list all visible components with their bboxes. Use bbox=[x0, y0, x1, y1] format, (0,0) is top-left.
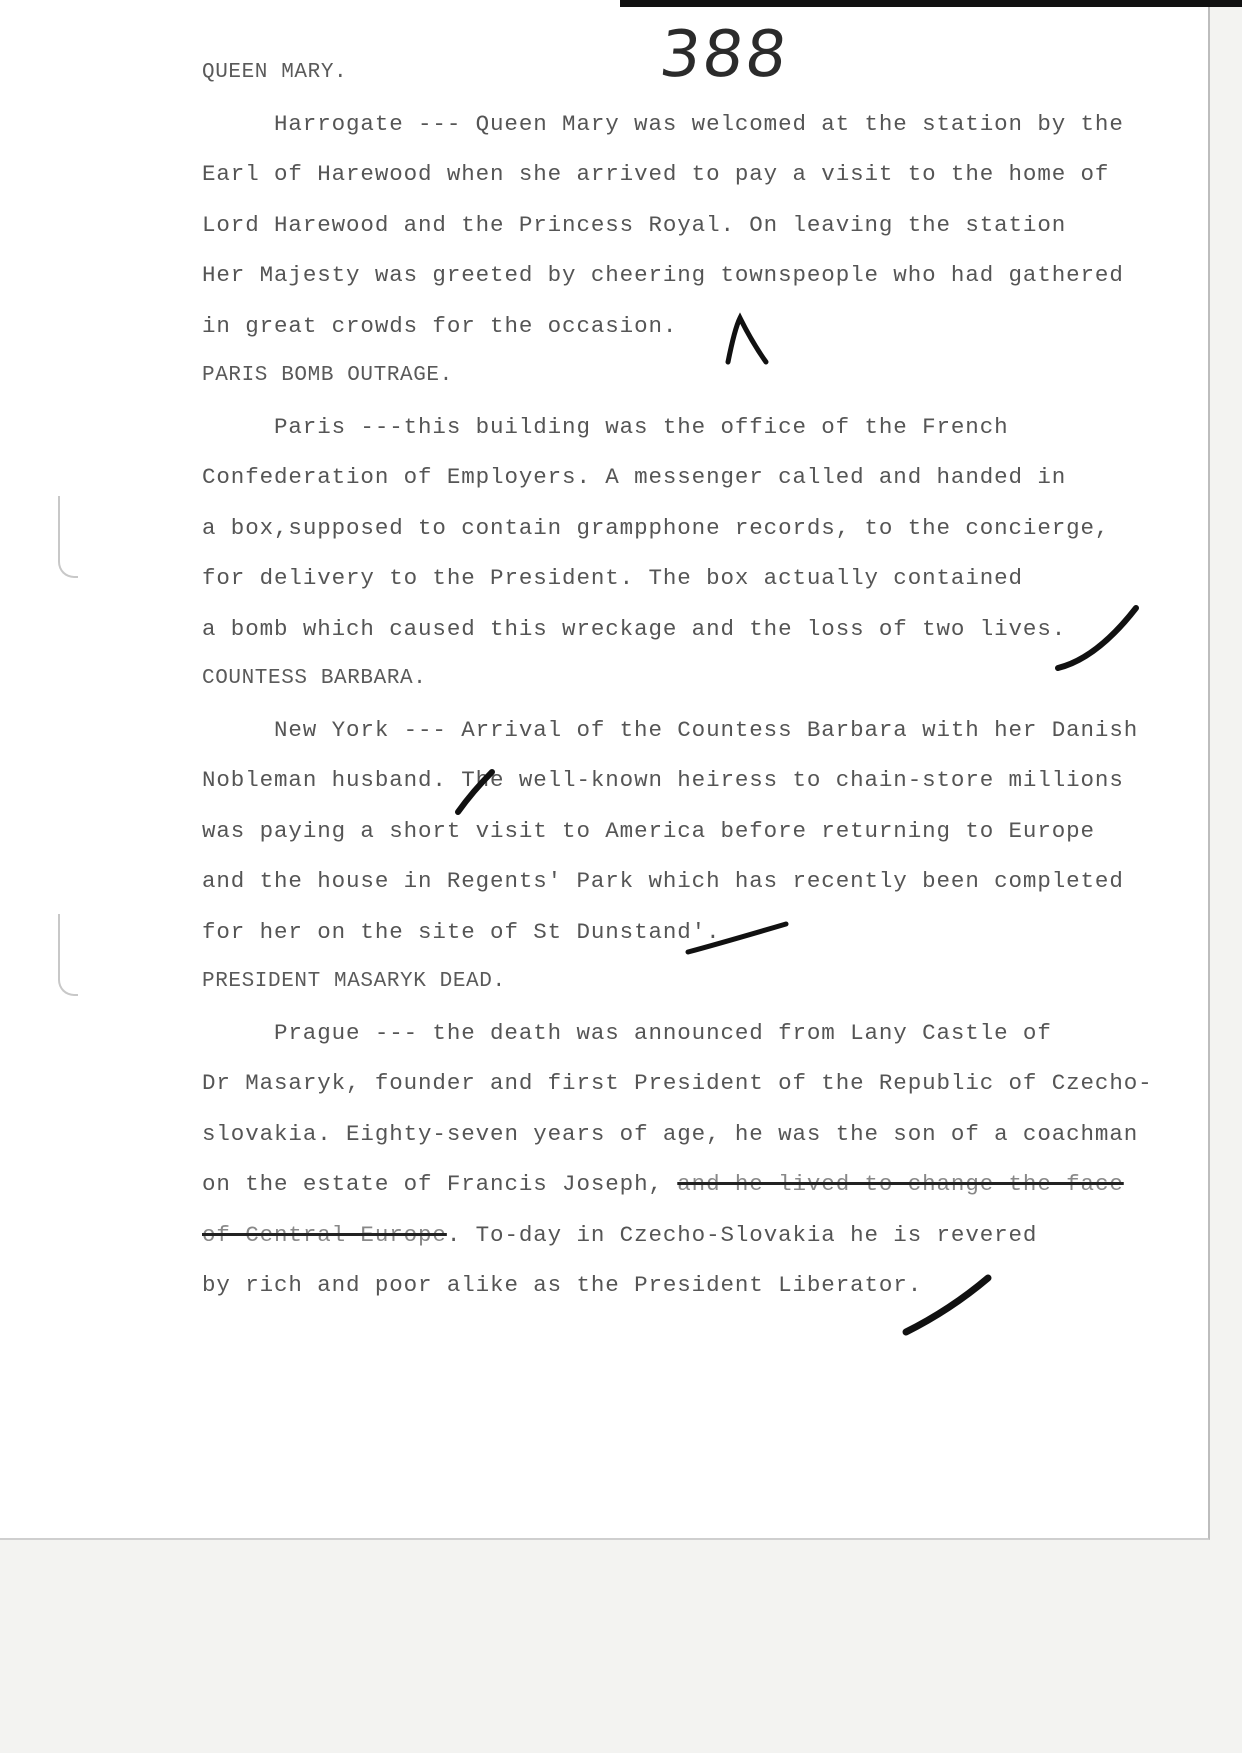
story-line: in great crowds for the occasion. bbox=[202, 312, 678, 339]
story-line: Earl of Harewood when she arrived to pay a visit to the home of bbox=[202, 161, 1110, 187]
story-line: Paris ---this building was the office of the French bbox=[274, 413, 1009, 440]
story-line: and the house in Regents' Park which has recently been completed bbox=[202, 868, 1124, 894]
handwritten-page-number: 388 bbox=[656, 18, 793, 92]
story-line bbox=[202, 1210, 1202, 1261]
story-line: Lord Harewood and the Princess Royal. On leaving the station bbox=[202, 211, 1067, 238]
struck-out-text: of Central Europe bbox=[202, 1221, 447, 1248]
scan-edge bbox=[620, 0, 1242, 7]
story-queen-mary bbox=[202, 48, 1202, 351]
story-line: a box,supposed to contain grampphone records, to the concierge, bbox=[202, 514, 1110, 541]
story-text: on the estate of Francis Joseph, bbox=[202, 1171, 678, 1197]
story-line: slovakia. Eighty-seven years of age, he was the son of a coachman bbox=[202, 1120, 1139, 1147]
story-heading: QUEEN MARY. bbox=[202, 61, 348, 84]
story-heading: COUNTESS BARBARA. bbox=[202, 667, 427, 690]
story-line: for her on the site of St Dunstand'. bbox=[202, 918, 721, 945]
story-line: by rich and poor alike as the President Liberator. bbox=[202, 1272, 923, 1298]
story-line: Harrogate --- Queen Mary was welcomed at the station by the bbox=[274, 110, 1124, 137]
story-line: Prague --- the death was announced from Lany Castle of bbox=[274, 1019, 1052, 1046]
story-line: New York --- Arrival of the Countess Barbara with her Danish bbox=[274, 716, 1139, 743]
story-line: Confederation of Employers. A messenger called and handed in bbox=[202, 464, 1067, 490]
story-line: was paying a short visit to America before returning to Europe bbox=[202, 817, 1095, 844]
story-line bbox=[202, 1159, 1202, 1210]
story-line: Her Majesty was greeted by cheering townspeople who had gathered bbox=[202, 262, 1124, 288]
story-text: . To-day in Czecho-Slovakia he is revered bbox=[446, 1221, 1038, 1248]
struck-out-text: and he lived to change the face bbox=[677, 1171, 1124, 1197]
story-line: Nobleman husband. The well-known heiress to chain-store millions bbox=[202, 767, 1124, 793]
story-heading: PARIS BOMB OUTRAGE. bbox=[202, 364, 453, 387]
typed-text-body bbox=[202, 48, 1202, 1311]
story-president-masaryk-dead bbox=[202, 957, 1202, 1311]
story-paris-bomb-outrage bbox=[202, 351, 1202, 654]
story-line: a bomb which caused this wreckage and the loss of two lives. bbox=[202, 615, 1067, 642]
story-line: for delivery to the President. The box actually contained bbox=[202, 565, 1023, 591]
story-countess-barbara bbox=[202, 654, 1202, 957]
story-heading: PRESIDENT MASARYK DEAD. bbox=[202, 970, 506, 993]
scan-bracket-mark bbox=[58, 914, 78, 996]
story-line: Dr Masaryk, founder and first President of the Republic of Czecho- bbox=[202, 1070, 1153, 1096]
scan-bracket-mark bbox=[58, 496, 78, 578]
